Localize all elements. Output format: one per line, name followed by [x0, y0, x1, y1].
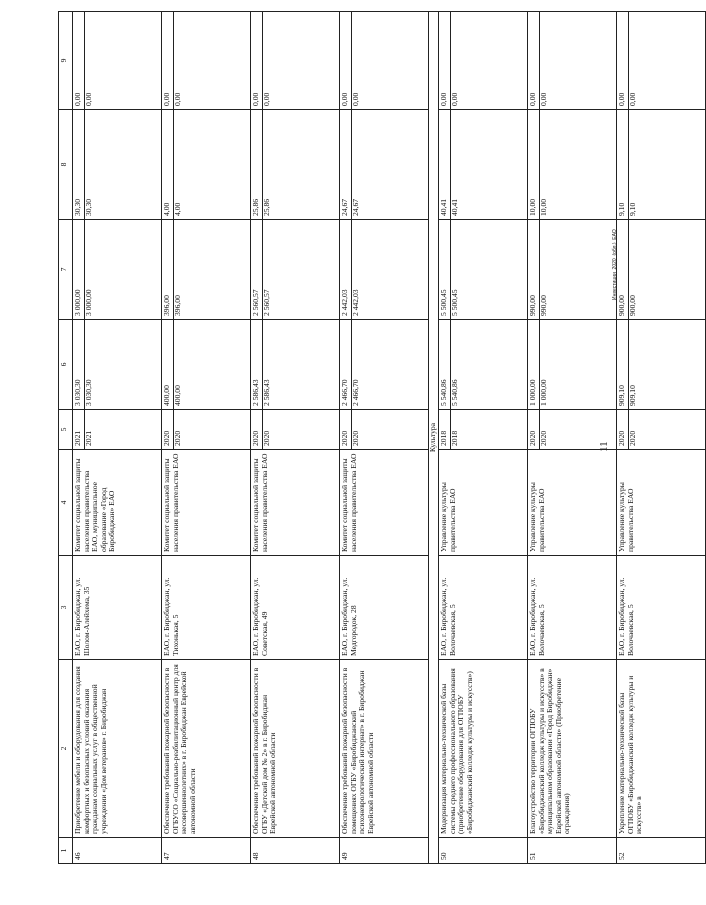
cell-c8 — [340, 110, 429, 220]
cell-c9 — [73, 12, 162, 110]
column-header: 6 — [59, 320, 73, 410]
cell-c8 — [617, 110, 706, 220]
cell-c8 — [251, 110, 340, 220]
cell-name: Обеспечение требований пожарной безопасности в ОГБУСО «Социально-реабилитационный центр для несовершеннолетних» в г. Биробиджан Еврейской автономной области — [162, 660, 251, 838]
cell-name: Обеспечение требований пожарной безопасности в помещениях ОГБУ «Биробиджанский психоневрологический интернат» в г. Биробиджан Еврейской автономной области — [340, 660, 429, 838]
cell-value: 396,00 — [172, 295, 182, 316]
cell-c8 — [528, 110, 617, 220]
column-header: 4 — [59, 450, 73, 556]
cell-value: 40,41 — [440, 110, 451, 219]
cell-value: 0,00 — [529, 12, 540, 109]
cell-address: ЕАО, г. Биробиджан, ул. Тихонькая, 5 — [162, 556, 251, 660]
cell-value: 0,00 — [261, 92, 271, 106]
cell-value: 9,10 — [627, 202, 637, 216]
cell-customer: Комитет социальной защиты населения правительства ЕАО — [162, 450, 251, 556]
cell-c7 — [439, 220, 528, 320]
cell-no: 49 — [340, 838, 429, 864]
cell-years — [73, 410, 162, 450]
cell-c7 — [162, 220, 251, 320]
page-number: 11 — [598, 441, 610, 452]
cell-value: 900,00 — [627, 295, 637, 316]
cell-c9 — [340, 12, 429, 110]
cell-value: 4,00 — [172, 202, 182, 216]
cell-value: 2 560,57 — [252, 220, 263, 319]
cell-address: ЕАО, г. Биробиджан, ул. Шолом-Алейхема, 35 — [73, 556, 162, 660]
cell-value: 0,00 — [252, 12, 263, 109]
column-header: 7 — [59, 220, 73, 320]
cell-no: 51 — [528, 838, 617, 864]
cell-value: 2018 — [440, 410, 451, 449]
cell-years — [439, 410, 528, 450]
cell-value: 2018 — [449, 430, 459, 446]
cell-years — [162, 410, 251, 450]
cell-c7 — [251, 220, 340, 320]
cell-value: 2020 — [341, 410, 352, 449]
cell-value: 0,00 — [83, 92, 93, 106]
cell-name: Приобретение мебели и оборудования для создания комфортных и безопасных условий оказания гражданам социальных услуг в общественной учреждении «Дом ветеранов» г. Биробиджан — [73, 660, 162, 838]
cell-value: 2020 — [350, 430, 360, 446]
cell-c7 — [73, 220, 162, 320]
cell-value: 2 442,03 — [341, 220, 352, 319]
cell-value: 3 030,30 — [83, 379, 93, 406]
cell-c6 — [340, 320, 429, 410]
cell-value: 900,00 — [618, 220, 629, 319]
cell-c8 — [439, 110, 528, 220]
column-header: 1 — [59, 838, 73, 864]
cell-years — [340, 410, 429, 450]
cell-address: ЕАО, г. Биробиджан, ул. Волочаевская, 5 — [528, 556, 617, 660]
cell-customer: Управление культуры правительства ЕАО — [528, 450, 617, 556]
cell-value: 3 000,00 — [83, 289, 93, 316]
table-row — [340, 12, 429, 864]
cell-value: 2021 — [83, 430, 93, 446]
cell-name: Модернизация материально-технической базы системы среднего профессионального образования (приобретение оборудования для ОГПОБУ «Биробиджанский колледж культуры и искусств») — [439, 660, 528, 838]
cell-c6 — [162, 320, 251, 410]
cell-c6 — [439, 320, 528, 410]
cell-value: 0,00 — [538, 92, 548, 106]
cell-value: 0,00 — [440, 12, 451, 109]
cell-value: 2020 — [627, 430, 637, 446]
cell-value: 0,00 — [627, 92, 637, 106]
cell-value: 909,10 — [618, 320, 629, 409]
cell-c9 — [251, 12, 340, 110]
cell-no: 48 — [251, 838, 340, 864]
cell-value: 990,00 — [538, 295, 548, 316]
cell-no: 50 — [439, 838, 528, 864]
cell-value: 30,30 — [74, 110, 85, 219]
cell-value: 0,00 — [341, 12, 352, 109]
cell-value: 990,00 — [529, 220, 540, 319]
document-stamp: Инвестиции_2020_(обл.)_ЕАО — [612, 229, 618, 300]
cell-customer: Комитет социальной защиты населения правительства ЕАО — [340, 450, 429, 556]
cell-value: 24,67 — [341, 110, 352, 219]
cell-value: 40,41 — [449, 198, 459, 216]
cell-customer: Комитет социальной защиты населения правительства ЕАО — [251, 450, 340, 556]
cell-value: 5 540,86 — [449, 379, 459, 406]
cell-no: 47 — [162, 838, 251, 864]
cell-c9 — [528, 12, 617, 110]
cell-value: 0,00 — [449, 92, 459, 106]
cell-value: 1 000,00 — [529, 320, 540, 409]
cell-value: 25,86 — [252, 110, 263, 219]
cell-value: 3 030,30 — [74, 320, 85, 409]
cell-years — [528, 410, 617, 450]
cell-customer: Управление культуры правительства ЕАО — [617, 450, 706, 556]
cell-value: 0,00 — [163, 12, 174, 109]
cell-value: 2 586,43 — [261, 379, 271, 406]
cell-value: 2 560,57 — [261, 289, 271, 316]
cell-value: 5 500,45 — [449, 289, 459, 316]
cell-value: 2 466,70 — [341, 320, 352, 409]
cell-value: 30,30 — [83, 198, 93, 216]
column-header: 8 — [59, 110, 73, 220]
cell-c8 — [73, 110, 162, 220]
cell-value: 0,00 — [172, 92, 182, 106]
cell-value: 4,00 — [163, 110, 174, 219]
cell-value: 2020 — [529, 410, 540, 449]
cell-value: 2 442,03 — [350, 289, 360, 316]
cell-no: 52 — [617, 838, 706, 864]
header-row — [59, 12, 73, 864]
cell-address: ЕАО, г. Биробиджан, ул. Советская, 49 — [251, 556, 340, 660]
cell-value: 2020 — [261, 430, 271, 446]
cell-c8 — [162, 110, 251, 220]
cell-c7 — [617, 220, 706, 320]
table-row — [528, 12, 617, 864]
cell-value: 400,00 — [163, 320, 174, 409]
cell-value: 0,00 — [74, 12, 85, 109]
column-header: 5 — [59, 410, 73, 450]
column-header: 2 — [59, 660, 73, 838]
table-row — [617, 12, 706, 864]
cell-c7 — [340, 220, 429, 320]
cell-value: 9,10 — [618, 110, 629, 219]
cell-value: 2020 — [618, 410, 629, 449]
cell-value: 3 000,00 — [74, 220, 85, 319]
column-header: 9 — [59, 12, 73, 110]
cell-value: 400,00 — [172, 385, 182, 406]
cell-value: 2020 — [252, 410, 263, 449]
cell-name: Укрепление материально-технической базы ОГПОБУ «Биробиджанский колледж культуры и искусств» в — [617, 660, 706, 838]
cell-years — [617, 410, 706, 450]
cell-c9 — [617, 12, 706, 110]
column-header: 3 — [59, 556, 73, 660]
cell-years — [251, 410, 340, 450]
cell-value: 5 540,86 — [440, 320, 451, 409]
cell-value: 5 500,45 — [440, 220, 451, 319]
cell-no: 46 — [73, 838, 162, 864]
section-title: Культура — [429, 12, 439, 864]
cell-value: 1 000,00 — [538, 379, 548, 406]
table-body — [73, 12, 706, 864]
cell-c6 — [251, 320, 340, 410]
cell-value: 396,00 — [163, 220, 174, 319]
cell-value: 24,67 — [350, 198, 360, 216]
cell-address: ЕАО, г. Биробиджан, ул. Волочаевская, 5 — [439, 556, 528, 660]
cell-value: 2020 — [538, 430, 548, 446]
cell-value: 2020 — [163, 410, 174, 449]
investment-table — [58, 11, 706, 864]
cell-customer: Управление культуры правительства ЕАО — [439, 450, 528, 556]
cell-address: ЕАО, г. Биробиджан, ул. Медгородок, 28 — [340, 556, 429, 660]
cell-value: 2020 — [172, 430, 182, 446]
cell-value: 10,00 — [538, 198, 548, 216]
cell-c6 — [73, 320, 162, 410]
cell-value: 0,00 — [618, 12, 629, 109]
cell-c7 — [528, 220, 617, 320]
cell-value: 2 586,43 — [252, 320, 263, 409]
cell-name: Благоустройство территории ОГПОБУ «Биробиджанский колледж культуры и искусств» в муниципальном образовании «Город Биробиджан» Еврейской автономной области» (Приобретение ограждения) — [528, 660, 617, 838]
cell-value: 0,00 — [350, 92, 360, 106]
cell-value: 2021 — [74, 410, 85, 449]
cell-value: 25,86 — [261, 198, 271, 216]
cell-name: Обеспечение требований пожарной безопасности в ОГБУ «Детский дом № 2» в г. Биробиджан Еврейской автономной области — [251, 660, 340, 838]
section-row — [429, 12, 439, 864]
table-row — [251, 12, 340, 864]
cell-value: 909,10 — [627, 385, 637, 406]
cell-address: ЕАО, г. Биробиджан, ул. Волочаевская, 5 — [617, 556, 706, 660]
cell-c6 — [528, 320, 617, 410]
table-row — [162, 12, 251, 864]
cell-c9 — [439, 12, 528, 110]
table-row — [439, 12, 528, 864]
cell-value: 2 466,70 — [350, 379, 360, 406]
cell-customer: Комитет социальной защиты населения правительства ЕАО, муниципальное образование «Город Биробиджан» ЕАО — [73, 450, 162, 556]
cell-c6 — [617, 320, 706, 410]
cell-c9 — [162, 12, 251, 110]
table-row — [73, 12, 162, 864]
cell-value: 10,00 — [529, 110, 540, 219]
